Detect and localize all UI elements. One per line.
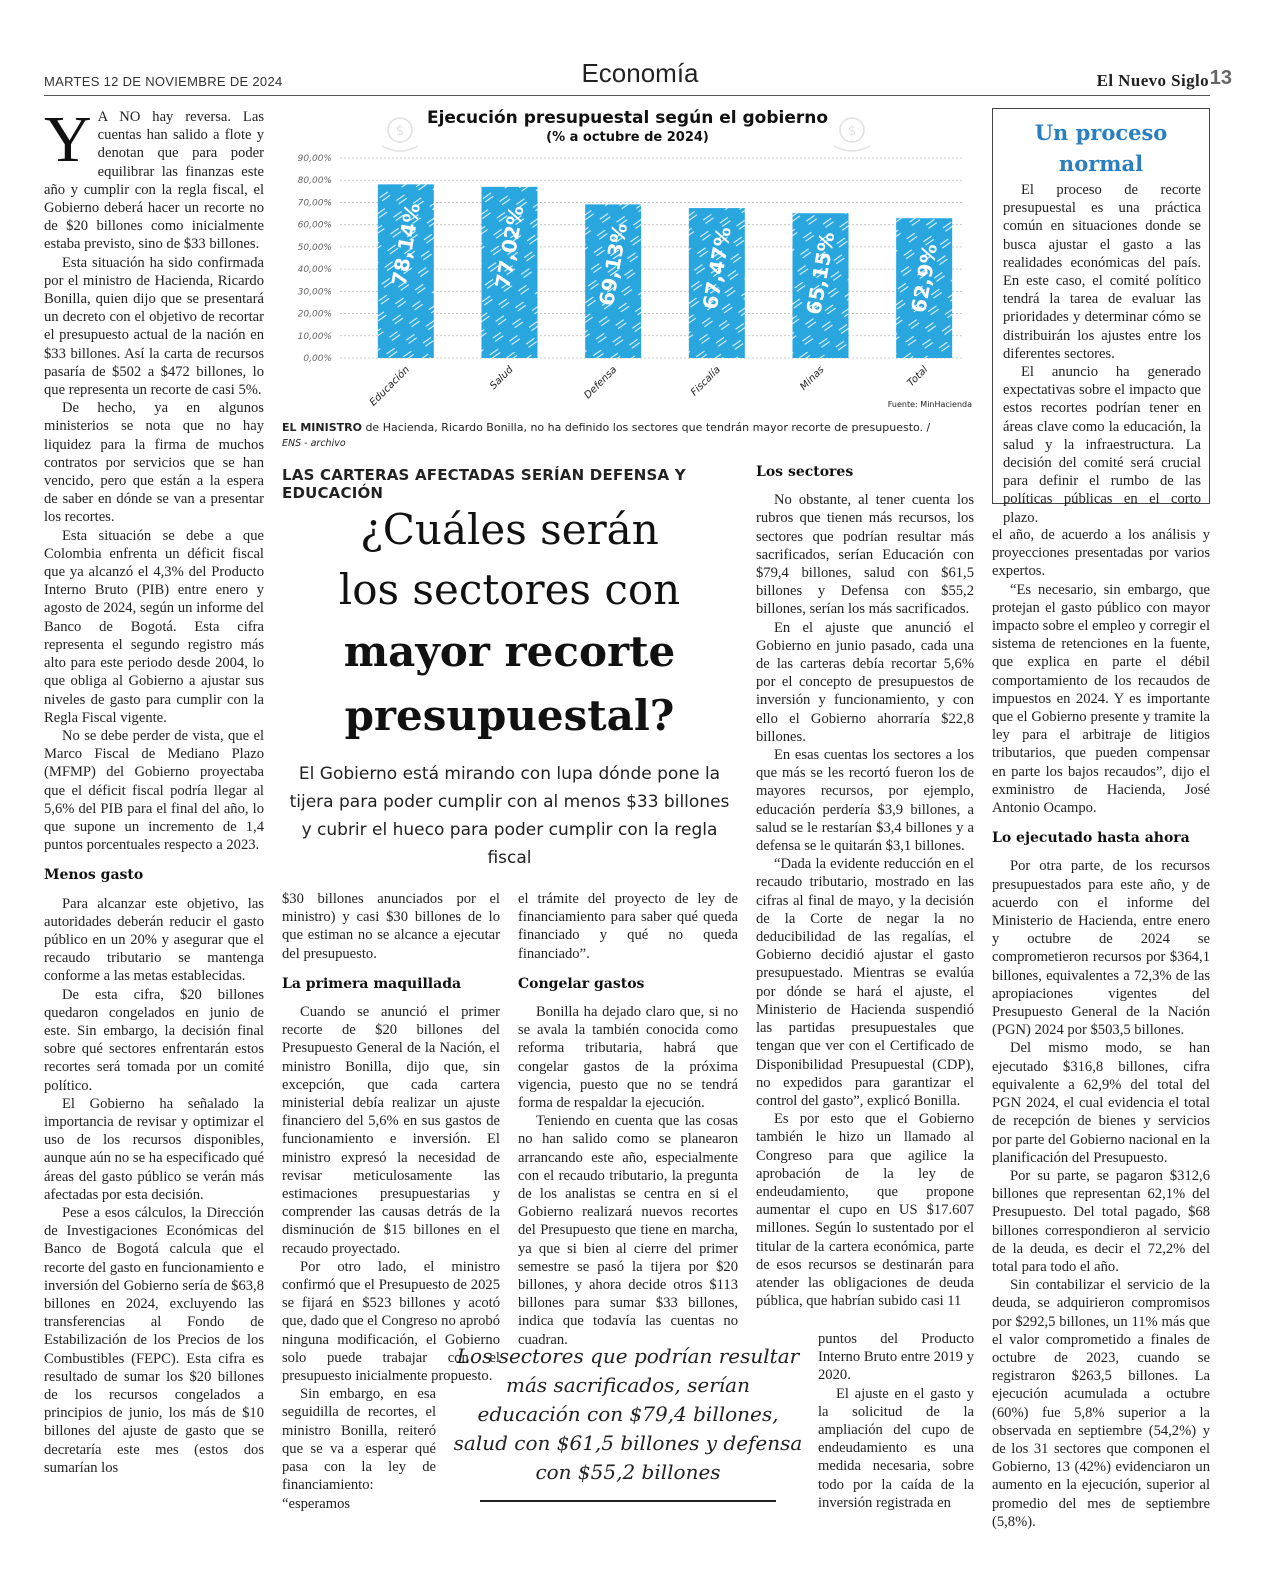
subheading: Menos gasto (44, 867, 144, 884)
bar-value-label: 77,02% (490, 203, 529, 290)
x-category-label: Minas (798, 364, 827, 393)
article-paragraph: De esta cifra, $20 billones quedaron congelados en junio de este. Sin embargo, la decisión final sobre qué sectores enfrentarán estos recortes será tomada por un comité político. (44, 986, 264, 1094)
budget-execution-chart (282, 100, 982, 415)
article-paragraph: el trámite del proyecto de ley de financiamiento para saber qué queda financiado y qué no queda financiado”. (518, 891, 738, 962)
chart-title: Ejecución presupuestal según el gobierno (426, 108, 829, 128)
y-tick-label: 60,00% (297, 220, 332, 231)
dollar-watermark-icon (834, 118, 870, 151)
sidebar-paragraph: El anuncio ha generado expectativas sobre el impacto que estos recortes podrían tener en áreas clave como la educación, la salud y la infraestructura. La decisión del comité será crucial para definir el rumbo de las políticas públicas en el corto plazo. (1003, 364, 1201, 526)
article-paragraph: Para alcanzar este objetivo, las autoridades deberán reducir el gasto público en un 20% y asegurar que el recaudo tributario se mantenga conforme a las metas establecidas. (44, 895, 264, 985)
article-paragraph: De hecho, ya en algunos ministerios se nota que no hay liquidez para la firma de muchos contratos por servicios que se han vencido, pero que están a la espera de saber en dónde se van a presentar los recortes. (44, 400, 264, 526)
sidebar-title (993, 117, 1209, 179)
bar-value-label: 78,14% (386, 201, 425, 288)
deck: El Gobierno está mirando con lupa dónde pone la tijera para poder cumplir con al menos $33 billones y cubrir el hueco para poder cumplir con la regla fiscal (289, 764, 730, 868)
article-paragraph: Esta situación ha sido confirmada por el ministro de Hacienda, Ricardo Bonilla, quien dijo que se presentará un decreto con el objetivo de recortar el presupuesto actual de la nación en $33 billones. Así la carta de recursos pasaría de $502 a $472 billones, lo que representa un recorte de casi 5%. (44, 254, 264, 399)
sidebar-title-line1: Un proceso (1034, 120, 1168, 145)
x-category-label: Salud (488, 364, 516, 392)
lead-paragraph: Y A NO hay reversa. Las cuentas han salido a flote y denotan que para poder equilibrar las finanzas este año y cumplir con la regla fiscal, el Gobierno deberá hacer un recorte no de $20 billones como inicialmente estaba previsto, sino de $33 billones. (44, 103, 264, 253)
article-paragraph: el año, de acuerdo a los análisis y proyecciones presentadas por varios expertos. (992, 527, 1210, 580)
article-paragraph: Por otra parte, de los recursos presupuestados para este año, y de acuerdo con el informe del Ministerio de Hacienda, entre enero y octubre de 2024 se comprometieron recursos por $364,1 billones, equivalentes a 72,3% de las apropiaciones vigentes del Presupuesto General de la Nación (PGN) 2024 por $503,5 billones. (992, 858, 1210, 1039)
article-paragraph: Bonilla ha dejado claro que, si no se avala la también conocida como reforma tributaria, habrá que congelar gastos de la próxima vigencia, puesto que no se tendrá forma de respaldar la ejecución. (518, 1004, 738, 1112)
y-tick-label: 10,00% (297, 331, 332, 342)
article-paragraph: Teniendo en cuenta que las cosas no han salido como se planearon arrancando este año, especialmente con el recaudo tributario, la pregunta de los analistas se centra en si el Gobierno realizará nuevos recortes del Presupuesto que tiene en marcha, ya que si bien al cierre del primer semestre se pasó la tijera por $20 billones, y ahora decide otros $113 billones para sumar $33 billones, indica que todavía las cuentas no cuadran. (518, 1113, 738, 1348)
svg-text:$: $ (395, 124, 405, 139)
subheading: La primera maquillada (282, 975, 462, 992)
svg-text:$: $ (847, 124, 857, 139)
y-tick-label: 80,00% (297, 176, 332, 187)
x-category-label: Fiscalía (688, 364, 723, 399)
sidebar-title-line2: normal (1058, 151, 1144, 176)
sidebar-paragraph: El proceso de recorte presupuestal es una práctica común en situaciones donde se busca ajustar el gasto a las realidades económicas del país. En este caso, el comité político tendrá la tarea de evaluar las prioridades y determinar cómo se distribuirán los ajustes entre los diferentes sectores. (1003, 182, 1201, 362)
article-paragraph: Esta situación se debe a que Colombia enfrenta un déficit fiscal que ya alcanzó el 4,3% del Producto Interno Bruto (PIB) entre enero y agosto de 2024, según un informe del Banco de Bogotá. Esta cifra representa el segundo registro más alto para este periodo desde 2004, lo que obliga al Gobierno a ajustar sus niveles de gasto para cumplir con la Regla Fiscal vigente. (44, 527, 264, 726)
newspaper-name: El Nuevo Siglo (1096, 71, 1209, 90)
article-column-4-continued (818, 1330, 974, 1512)
article-paragraph: En el ajuste que anunció el Gobierno en junio pasado, cada una de las carteras debía recortar 5,6% por el concepto de presupuestos de inversión y funcionamiento, y con ello el Gobierno ahorraría $22,8 billones. (756, 619, 974, 745)
subheading: Los sectores (756, 464, 854, 480)
article-paragraph: Sin embargo, en esa seguidilla de recortes, el ministro Bonilla, reiteró que se va a esperar qué pasa con la ley de financiamiento: “esperamos (282, 1386, 436, 1512)
chart-source: Fuente: MinHacienda (887, 400, 972, 409)
sidebar-box (992, 108, 1210, 526)
x-category-label: Total (905, 364, 931, 389)
headline-line: ¿Cuáles serán (360, 505, 659, 554)
dollar-watermark-icon (382, 118, 418, 151)
kicker: LAS CARTERAS AFECTADAS SERÍAN DEFENSA Y EDUCACIÓN (282, 466, 686, 502)
x-category-label: Educación (367, 364, 412, 409)
article-paragraph: “Es necesario, sin embargo, que protejan el gasto público con mayor impacto sobre el empleo y corregir el sistema de retenciones en la fuente, que explica en parte el débil comportamiento de los recaudos de impuestos en 2024. Y es importante que el Gobierno presente y tramite la ley para el arbitraje de litigios tributarios, que pueden compensar en parte los bajos recaudos”, dijo el exministro de Hacienda, José Antonio Ocampo. (992, 581, 1211, 817)
drop-cap: Y (44, 103, 92, 176)
y-tick-label: 50,00% (297, 242, 332, 253)
headline-line: mayor recorte (343, 627, 676, 676)
header-rule (44, 95, 1210, 96)
caption-lead: EL MINISTRO (282, 421, 362, 434)
bar-value-label: 69,13% (594, 221, 633, 308)
headline-line: presupuestal? (344, 691, 675, 740)
y-tick-label: 90,00% (297, 154, 332, 164)
article-paragraph: Por otro lado, el ministro confirmó que el Presupuesto de 2025 se fijará en $523 billones y acotó que, dado que el Congreso no aprobó ninguna modificación, el Gobierno solo puede trabajar con el presupuesto inicialmente propuesto. (282, 1258, 500, 1385)
y-tick-label: 20,00% (297, 309, 332, 320)
article-paragraph: Cuando se anunció el primer recorte de $20 billones del Presupuesto General de la Nación, el ministro Bonilla, dijo que, sin excepción, que cada cartera ministerial debía realizar un ajuste financiero del 5,6% en sus gastos de funcionamiento e inversión. El ministro expresó la necesidad de revisar meticulosamente las estimaciones presupuestarias y comprender las causas detrás de la disminución de $15 billones en el recaudo proyectado. (282, 1004, 500, 1257)
article-column-5 (992, 526, 1210, 1531)
article-paragraph: $30 billones anunciados por el ministro) y casi $30 billones de lo que estiman no se alcance a ejecutar del presupuesto. (282, 891, 500, 962)
chart-subtitle: (% a octubre de 2024) (546, 130, 709, 145)
caption-text: de Hacienda, Ricardo Bonilla, no ha definido los sectores que tendrán mayor recorte de presupuesto. / (361, 421, 931, 434)
article-paragraph: Es por esto que el Gobierno también le hizo un llamado al Congreso para que agilice la aprobación de la ley de endeudamiento, que propone aumentar el cupo en US $17.607 millones. Según lo sustentado por el titular de la cartera económica, parte de esos recursos se destinarán para atender las obligaciones de deuda pública, que habrían subido casi 11 (756, 1111, 974, 1310)
bar-value-label: 65,15% (801, 230, 840, 317)
sidebar-body (1003, 181, 1201, 527)
y-tick-label: 70,00% (297, 198, 332, 209)
article-column-3 (518, 890, 738, 1349)
article-paragraph: El ajuste en el gasto y la solicitud de la ampliación del cupo de endeudamiento es una medida necesaria, sobre todo por la caída de la inversión registrada en (818, 1385, 974, 1511)
article-paragraph: No obstante, al tener cuenta los rubros que tienen más recursos, los sectores que podrían resultar más sacrificados, serían Educación con $79,4 billones, salud con $61,5 billones y Defensa con $55,2 billones, serían los más sacrificados. (756, 492, 974, 618)
section-title: Economía (581, 58, 699, 88)
headline-line: los sectores con (338, 565, 681, 614)
article-column-4 (756, 463, 974, 1310)
y-tick-label: 0,00% (303, 354, 332, 364)
article-paragraph: No se debe perder de vista, que el Marco Fiscal de Mediano Plazo (MFMP) del Gobierno proyectaba que el déficit fiscal podría llegar al 5,6% del PIB para el final del año, lo que supone un incremento de 1,4 puntos porcentuales respecto a 2023. (44, 727, 264, 854)
pull-quote: Los sectores que podrían resultar más sacrificados, serían educación con $79,4 billones, salud con $61,5 billones y defensa con $55,2 billones (453, 1344, 803, 1484)
article-paragraph: El Gobierno ha señalado la importancia de revisar y optimizar el uso de los recursos disponibles, aunque aún no se ha especificado qué áreas del gasto público se verán más afectadas por esta decisión. (44, 1095, 264, 1203)
page-number: 13 (1209, 67, 1232, 89)
subheading: Lo ejecutado hasta ahora (992, 830, 1190, 847)
photo-caption (282, 420, 976, 451)
article-paragraph: Pese a esos cálculos, la Dirección de Investigaciones Económicas del Banco de Bogotá calcula que el recorte del gasto en funcionamiento e inversión del Gobierno sería de $63,8 billones en 2024, excluyendo las transferencias al Fondo de Estabilización de los Precios de los Combustibles (FEPC). Esta cifra es resultado de sumar los $20 billones de los recursos congelados a principios de junio, los más de $10 billones del ajuste de gasto que se decretaría este mes (estos dos sumarían los (44, 1204, 264, 1476)
article-paragraph: Sin contabilizar el servicio de la deuda, se adquirieron compromisos por $292,5 billones, un 11% más que el valor comprometido a finales de octubre de 2023, cuando se registraron $263,5 billones. La ejecución acumulada a octubre (60%) fue 5,8% superior a la observada en septiembre (54,2%) y de los 31 sectores que componen el Gobierno, 13 (42%) evidenciaron un aumento en la ejecución, superior al promedio del mes de septiembre (5,8%). (992, 1277, 1210, 1530)
x-category-label: Defensa (582, 364, 620, 402)
y-tick-label: 30,00% (297, 287, 332, 298)
subheading: Congelar gastos (518, 975, 645, 992)
article-paragraph: Por su parte, se pagaron $312,6 billones que representan 62,1% del Presupuesto. Del total pagado, $68 billones correspondieron al servicio de la deuda, es decir el 72,2% del total para todo el año. (992, 1167, 1210, 1275)
headline (282, 500, 737, 748)
article-paragraph: En esas cuentas los sectores a los que más se les recortó fueron los de mayores recursos, por ejemplo, educación perdería $3,9 billones, a salud se le restarían $3,4 billones y a defensa se le quitarán $3,1 billones. (756, 747, 974, 855)
y-tick-label: 40,00% (297, 265, 332, 276)
pull-quote-rule (480, 1500, 776, 1502)
bar-value-label: 67,47% (697, 224, 736, 312)
bar-value-label: 62,9% (906, 241, 943, 315)
article-column-1 (44, 103, 264, 1477)
article-paragraph: puntos del Producto Interno Bruto entre 2019 y 2020. (818, 1331, 974, 1384)
edition-date: MARTES 12 DE NOVIEMBRE DE 2024 (44, 74, 283, 89)
article-paragraph: “Dada la evidente reducción en el recaudo tributario, mostrado en las cifras al final de mayo, y la decisión de la Corte de negar la no deducibilidad de las regalías, el Gobierno decidió ajustar el gasto presupuestado. Mientras se evalúa por dónde se hará el ajuste, el Ministerio de Hacienda suspendió las partidas presupuestales que tengan que ver con el Certificado de Disponibilidad Presupuestal (CDP), no expedidos para garantizar el control del gasto”, explicó Bonilla. (756, 856, 974, 1109)
caption-credit: ENS - archivo (282, 438, 346, 449)
article-paragraph: Del mismo modo, se han ejecutado $316,8 billones, cifra equivalente a 62,9% del total del PGN 2024, el cual evidencia el total de recepción de bienes y servicios por parte del Gobierno nacional en la planificación del Presupuesto. (992, 1040, 1210, 1166)
